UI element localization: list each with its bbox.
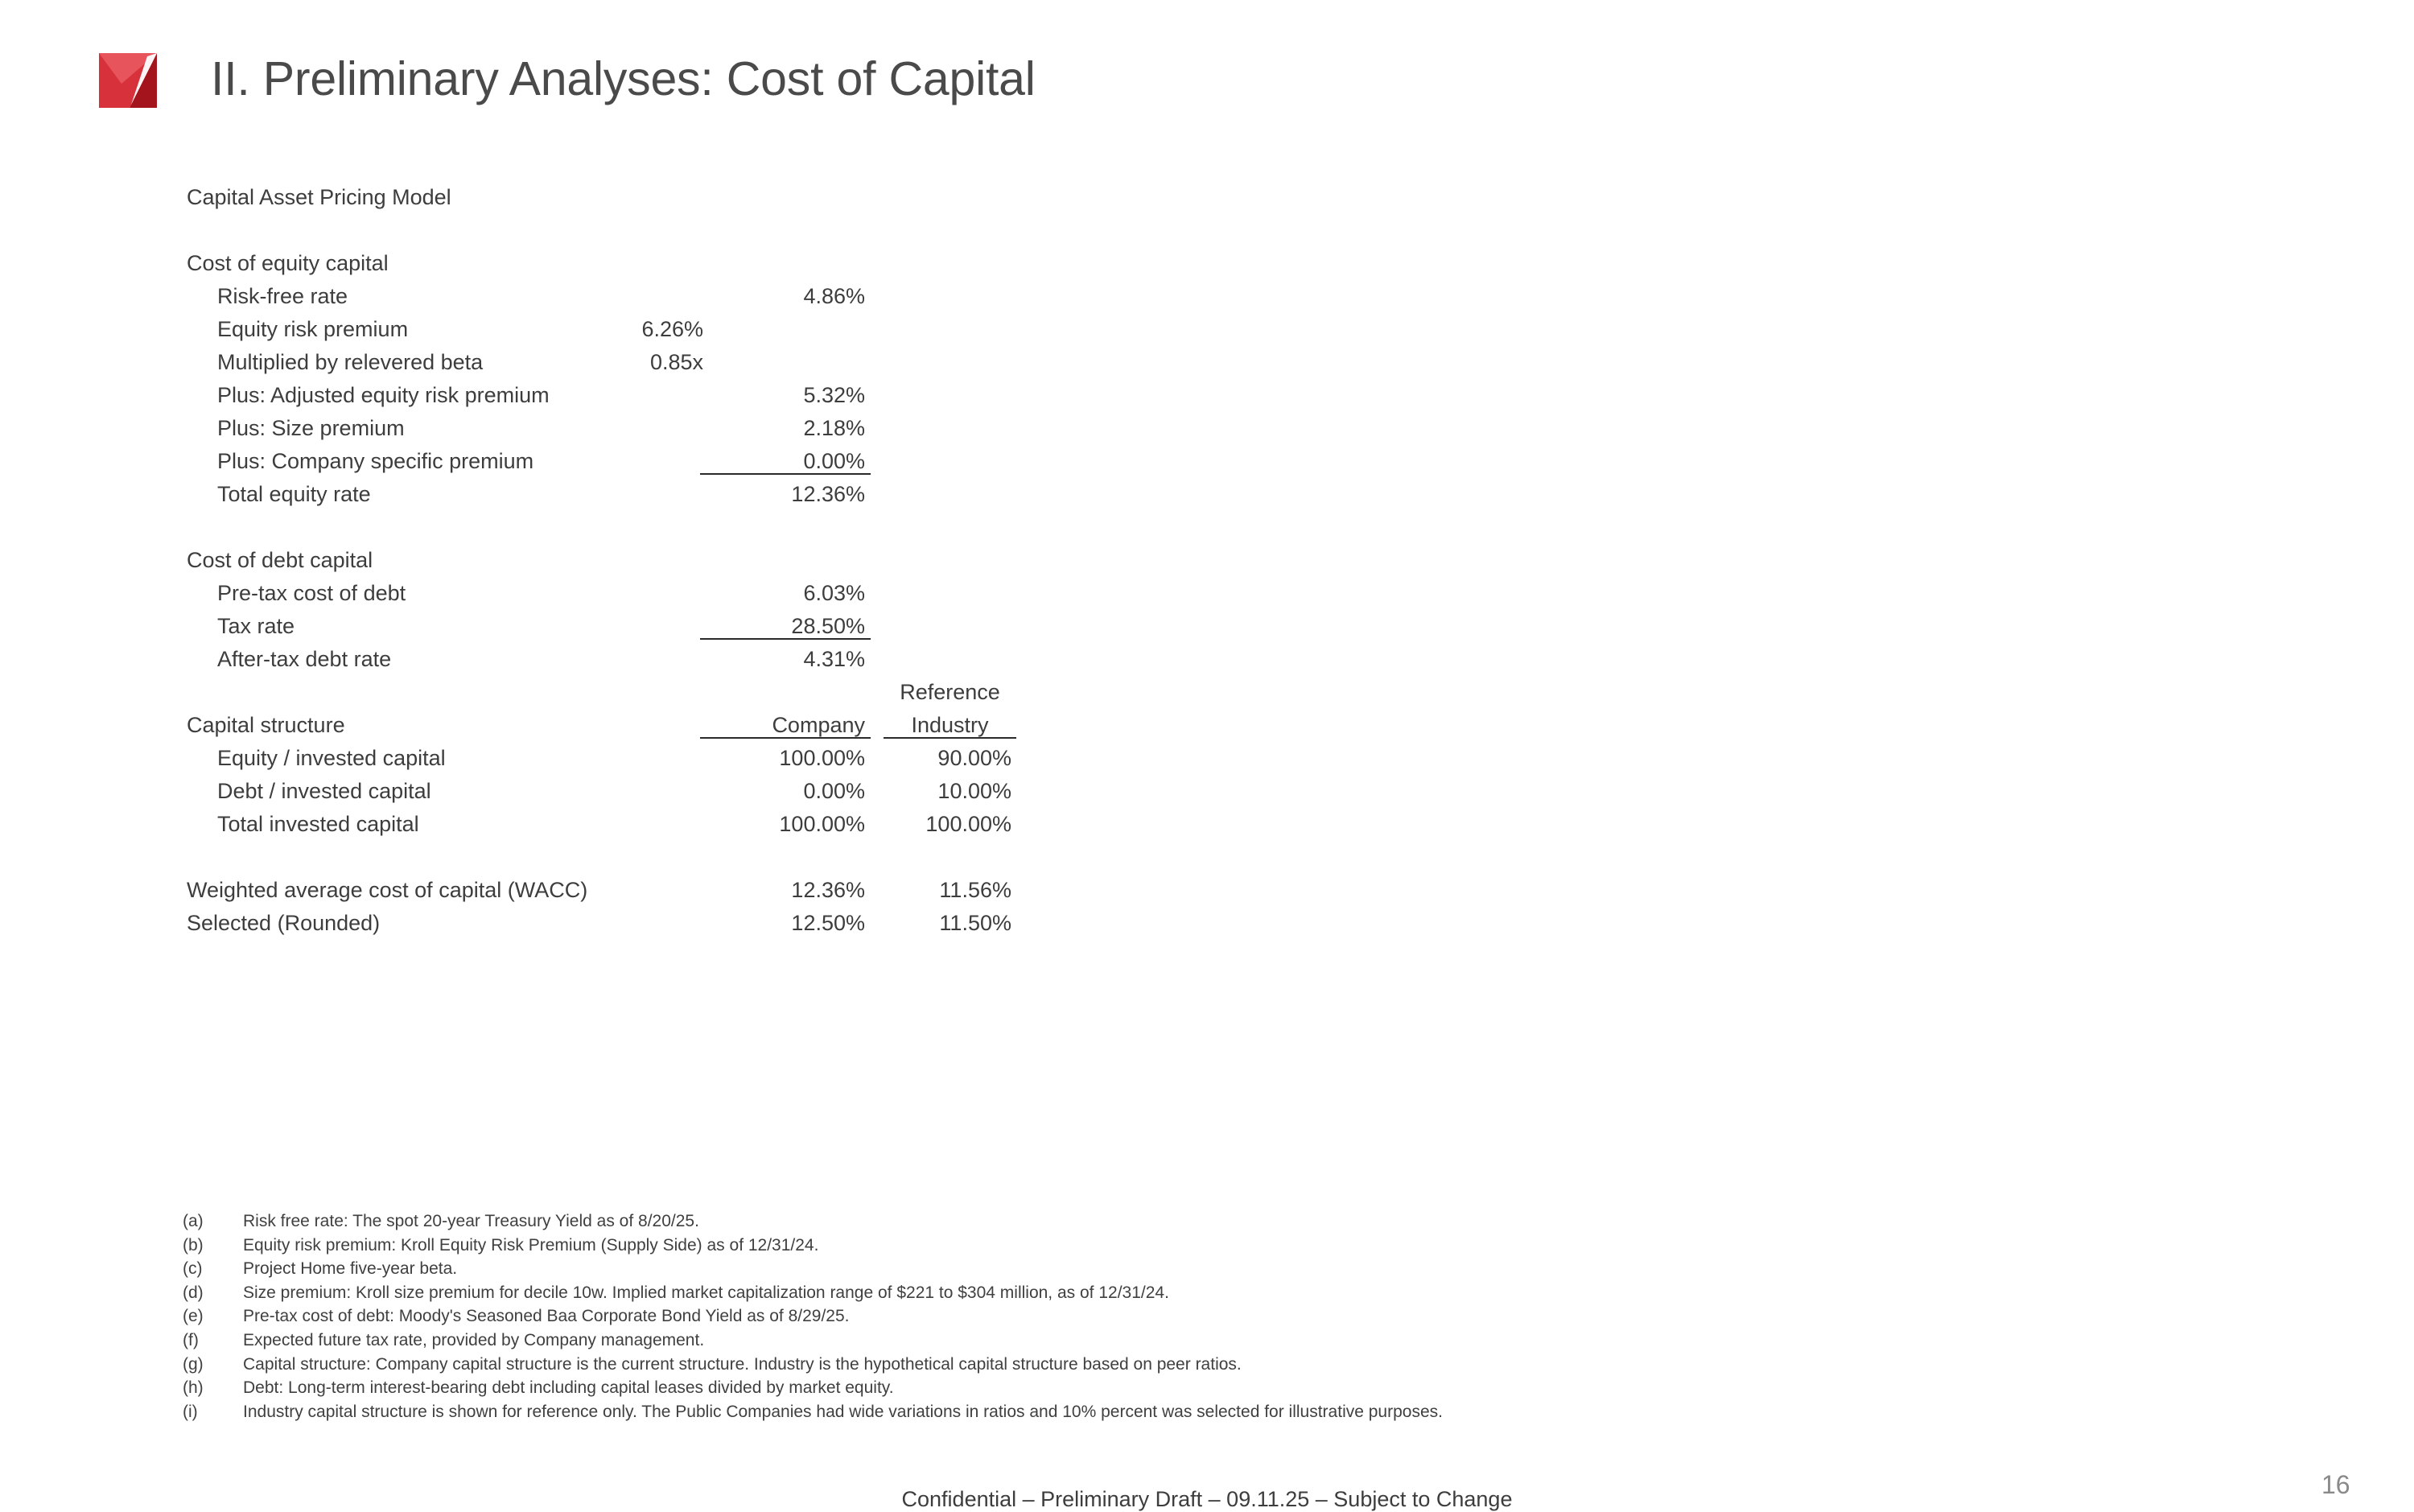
tax-rate-value: 28.50% bbox=[700, 612, 871, 640]
csp-value: 0.00% bbox=[700, 447, 871, 475]
company-column-header: Company bbox=[700, 711, 871, 739]
debt-ic-company: 0.00% bbox=[803, 779, 865, 803]
footnote-text: Project Home five-year beta. bbox=[243, 1259, 458, 1279]
footnote-text: Equity risk premium: Kroll Equity Risk Premium (Supply Side) as of 12/31/24. bbox=[243, 1235, 819, 1255]
footnote-text: Industry capital structure is shown for reference only. The Public Companies had wide variations in ratios and 10% percent was selected for illustrative purposes. bbox=[243, 1402, 1443, 1421]
selected-label: Selected (Rounded) bbox=[187, 911, 381, 935]
footnote-text: Pre-tax cost of debt: Moody's Seasoned Baa Corporate Bond Yield as of 8/29/25. bbox=[243, 1307, 850, 1326]
risk-free-value: 4.86% bbox=[803, 284, 865, 308]
structure-heading: Capital structure bbox=[187, 713, 345, 737]
size-premium-value: 2.18% bbox=[803, 416, 865, 440]
footnote-tag: (a) bbox=[183, 1212, 204, 1230]
pretax-debt-label: Pre-tax cost of debt bbox=[217, 581, 406, 605]
tax-rate-label: Tax rate bbox=[217, 614, 295, 638]
equity-ic-label: Equity / invested capital bbox=[217, 746, 446, 770]
pretax-debt-value: 6.03% bbox=[803, 581, 865, 605]
wacc-label: Weighted average cost of capital (WACC) bbox=[187, 878, 588, 902]
equity-ic-industry: 90.00% bbox=[937, 746, 1011, 770]
total-equity-value: 12.36% bbox=[791, 482, 865, 506]
confidentiality-footer: Confidential – Preliminary Draft – 09.11.25 – Subject to Change bbox=[901, 1487, 1513, 1511]
footnote-tag: (g) bbox=[183, 1354, 204, 1374]
csp-label: Plus: Company specific premium bbox=[217, 449, 534, 473]
footnote-tag: (h) bbox=[183, 1378, 204, 1398]
footnote-text: Risk free rate: The spot 20-year Treasury Yield as of 8/20/25. bbox=[243, 1212, 699, 1230]
beta-value: 0.85x bbox=[649, 350, 703, 374]
total-ic-label: Total invested capital bbox=[217, 812, 419, 836]
adj-erp-label: Plus: Adjusted equity risk premium bbox=[217, 383, 550, 407]
capm-heading: Capital Asset Pricing Model bbox=[187, 185, 451, 209]
aftertax-debt-label: After-tax debt rate bbox=[217, 647, 392, 671]
company-logo-icon bbox=[99, 53, 157, 108]
reference-column-header: Reference bbox=[900, 680, 1000, 704]
risk-free-label: Risk-free rate bbox=[217, 284, 348, 308]
footnote-tag: (e) bbox=[183, 1307, 204, 1326]
aftertax-debt-value: 4.31% bbox=[803, 647, 865, 671]
size-premium-label: Plus: Size premium bbox=[217, 416, 405, 440]
selected-company: 12.50% bbox=[791, 911, 865, 935]
wacc-company: 12.36% bbox=[791, 878, 865, 902]
total-ic-industry: 100.00% bbox=[925, 812, 1011, 836]
footnote-text: Expected future tax rate, provided by Company management. bbox=[243, 1330, 705, 1349]
debt-ic-label: Debt / invested capital bbox=[217, 779, 431, 803]
debt-ic-industry: 10.00% bbox=[937, 779, 1011, 803]
footnote-text: Debt: Long-term interest-bearing debt including capital leases divided by market equity. bbox=[243, 1378, 894, 1398]
footnote-tag: (f) bbox=[183, 1330, 199, 1349]
footnote-tag: (c) bbox=[183, 1259, 203, 1279]
beta-label: Multiplied by relevered beta bbox=[217, 350, 484, 374]
equity-ic-company: 100.00% bbox=[779, 746, 865, 770]
industry-column-header: Industry bbox=[884, 711, 1016, 739]
wacc-industry: 11.56% bbox=[939, 878, 1011, 902]
footnote-text: Size premium: Kroll size premium for decile 10w. Implied market capitalization range of $221 to $304 million, as of 12/31/24. bbox=[243, 1283, 1169, 1302]
adj-erp-value: 5.32% bbox=[803, 383, 865, 407]
footnote-text: Capital structure: Company capital structure is the current structure. Industry is the hypothetical capital structure based on peer ratios. bbox=[243, 1354, 1242, 1374]
page-number: 16 bbox=[2321, 1470, 2350, 1499]
footnote-tag: (b) bbox=[183, 1235, 204, 1255]
erp-value: 6.26% bbox=[641, 317, 703, 341]
debt-heading: Cost of debt capital bbox=[187, 548, 373, 572]
total-equity-label: Total equity rate bbox=[217, 482, 371, 506]
total-ic-company: 100.00% bbox=[779, 812, 865, 836]
equity-heading: Cost of equity capital bbox=[187, 251, 389, 275]
footnote-tag: (i) bbox=[183, 1402, 198, 1421]
footnote-tag: (d) bbox=[183, 1283, 204, 1302]
selected-industry: 11.50% bbox=[939, 911, 1011, 935]
page-title: II. Preliminary Analyses: Cost of Capital bbox=[211, 52, 1036, 105]
erp-label: Equity risk premium bbox=[217, 317, 409, 341]
